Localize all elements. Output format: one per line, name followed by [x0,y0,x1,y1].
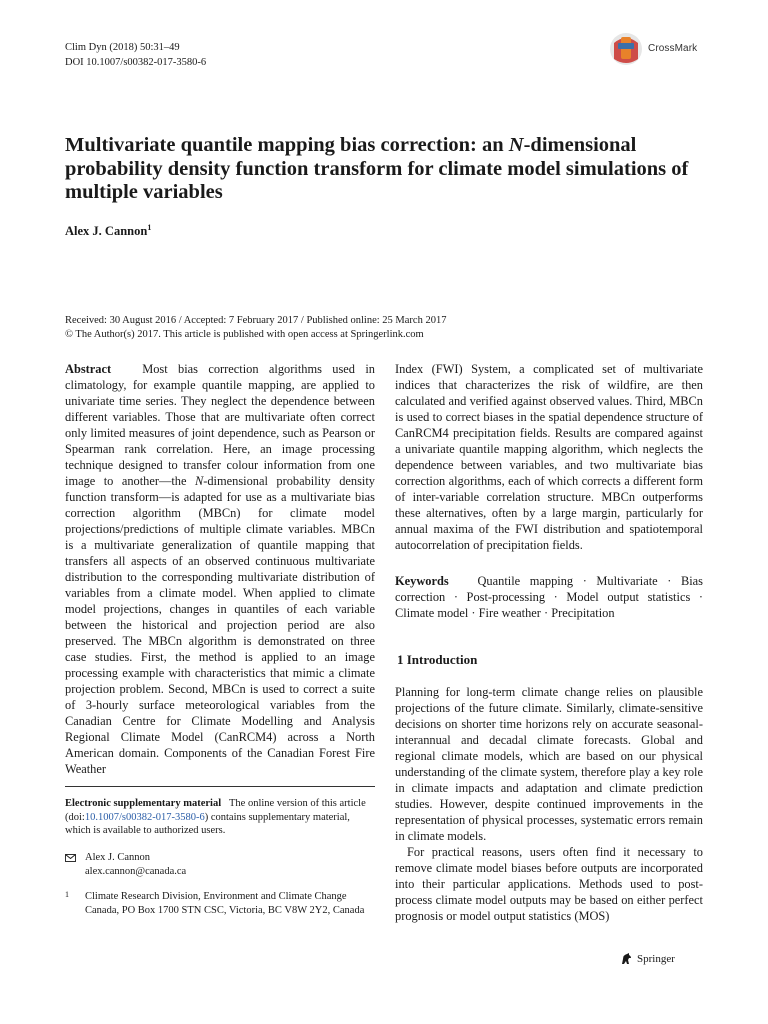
journal-header [65,40,206,70]
contact-name: Alex J. Cannon [85,852,151,863]
affiliation-text: Climate Research Division, Environment and Climate Change Canada, PO Box 1700 STN CSC, Victoria, BC V8W 2Y2, Canada [85,891,365,916]
article-title: Multivariate quantile mapping bias correction: an N-dimensional probability density function transform for climate model simulations of multiple variables [65,134,689,203]
publication-dates [65,314,705,341]
abstract-continuation: Index (FWI) System, a complicated set of multivariate indices that characterizes the risk of wildfire, are then calculated and verified against observed values. Third, MBCn is used to correct biases in the spatial dependence structure of CanRCM4 precipitation fields. Results are compared against a univariate quantile mapping algorithm, which neglects the dependence between variables, and two multivariate bias correction algorithms, each of which corrects a different form of inter-variable correlation structure. MBCn outperforms these alternatives, often by a large margin, particularly for annual maxima of the FWI distribution and spatiotemporal autocorrelation of precipitation fields. [395,362,703,552]
affiliation-number: 1 [65,890,69,899]
crossmark-icon [608,29,644,69]
section-heading-introduction: 1 Introduction [397,652,478,667]
journal-citation: Clim Dyn (2018) 50:31–49 [65,42,180,53]
doi-link[interactable]: 10.1007/s00382-017-3580-6 [84,811,205,823]
author-affiliation-mark: 1 [147,223,152,232]
crossmark-label: CrossMark [648,43,698,54]
copyright-line: © The Author(s) 2017. This article is published with open access at Springerlink.com [65,328,424,340]
contact-email[interactable]: alex.cannon@canada.ca [85,865,187,877]
springer-horse-icon [620,952,633,965]
author-name: Alex J. Cannon [65,224,148,238]
introduction-body [395,684,703,924]
footnote-divider [65,786,375,787]
intro-paragraph-2: For practical reasons, users often find it necessary to remove climate model biases before outputs are incorporated into their particular applications. Methods used to post-process climate model outputs may be based on either perfect prognosis or model output statistics (MOS) [395,845,703,923]
keywords-block [395,573,703,621]
abstract-right-column [395,361,703,553]
publisher-logo [620,952,675,965]
keywords-label: Keywords [395,574,449,588]
abstract-left-column [65,361,375,777]
esm-label: Electronic supplementary material [65,798,222,809]
title-italic-n: N [508,134,524,156]
abstract-italic-n: N [194,474,204,488]
abstract-text-b: -dimensional probability density function transform—is adapted for use as a multivariate bias correction algorithm (MBCn) for climate model projections/predictions of multiple climate variables. MBCn is a multivariate generalization of quantile mapping that transfers all aspects of an observed continuous multivariate distribution to the corresponding multivariate distribution of variables from a climate model. When applied to climate model projections, changes in quantiles of each variable between the historical and projection period are also preserved. The MBCn algorithm is demonstrated on three case studies. First, the method is applied to an image processing example with characteristics that mimic a climate projection problem. Second, MBCn is used to correct a suite of 3-hourly surface meteorological variables from the Canadian Centre for Climate Modelling and Analysis Regional Climate Model (CanRCM4) across a North American domain. Components of the Canadian Forest Fire Weather [65,474,376,776]
author-line [65,223,151,239]
doi-line: DOI 10.1007/s00382-017-3580-6 [65,57,207,68]
dates-line: Received: 30 August 2016 / Accepted: 7 February 2017 / Published online: 25 March 2017 [65,315,447,326]
crossmark-badge[interactable] [608,29,728,69]
supplementary-note: Electronic supplementary material The online version of this article (doi:10.1007/s00382-017-3580-6) contains supplementary material, which is available to authorized users. [65,798,366,836]
publisher-name: Springer [637,952,675,965]
keywords-text: Quantile mapping · Multivariate · Bias correction · Post-processing · Model output statistics · Climate model · Fire weather · Precipitation [395,574,703,620]
envelope-icon [65,854,76,862]
intro-paragraph-1: Planning for long-term climate change relies on plausible projections of the future climate. Similarly, climate-sensitive decisions on shorter time horizons rely on accurate seasonal-interannual and decadal climate forecasts. Global and regional climate models, which are based on our physical understanding of the climate system, therefore play a key role in climate impacts and adaptation and climate prediction studies. However, despite continued improvements in the representation of physical processes, systematic errors remain in climate models. [395,685,703,843]
abstract-label: Abstract [65,362,112,376]
abstract-text-a: Most bias correction algorithms used in climatology, for example quantile mapping, are applied to univariate time series. They neglect the dependence between different variables. Those that are multivariate often correct only limited measures of joint dependence, such as Pearson or Spearman rank correlation. Here, an image processing technique designed to transfer colour information from one image to another—the [65,362,375,488]
